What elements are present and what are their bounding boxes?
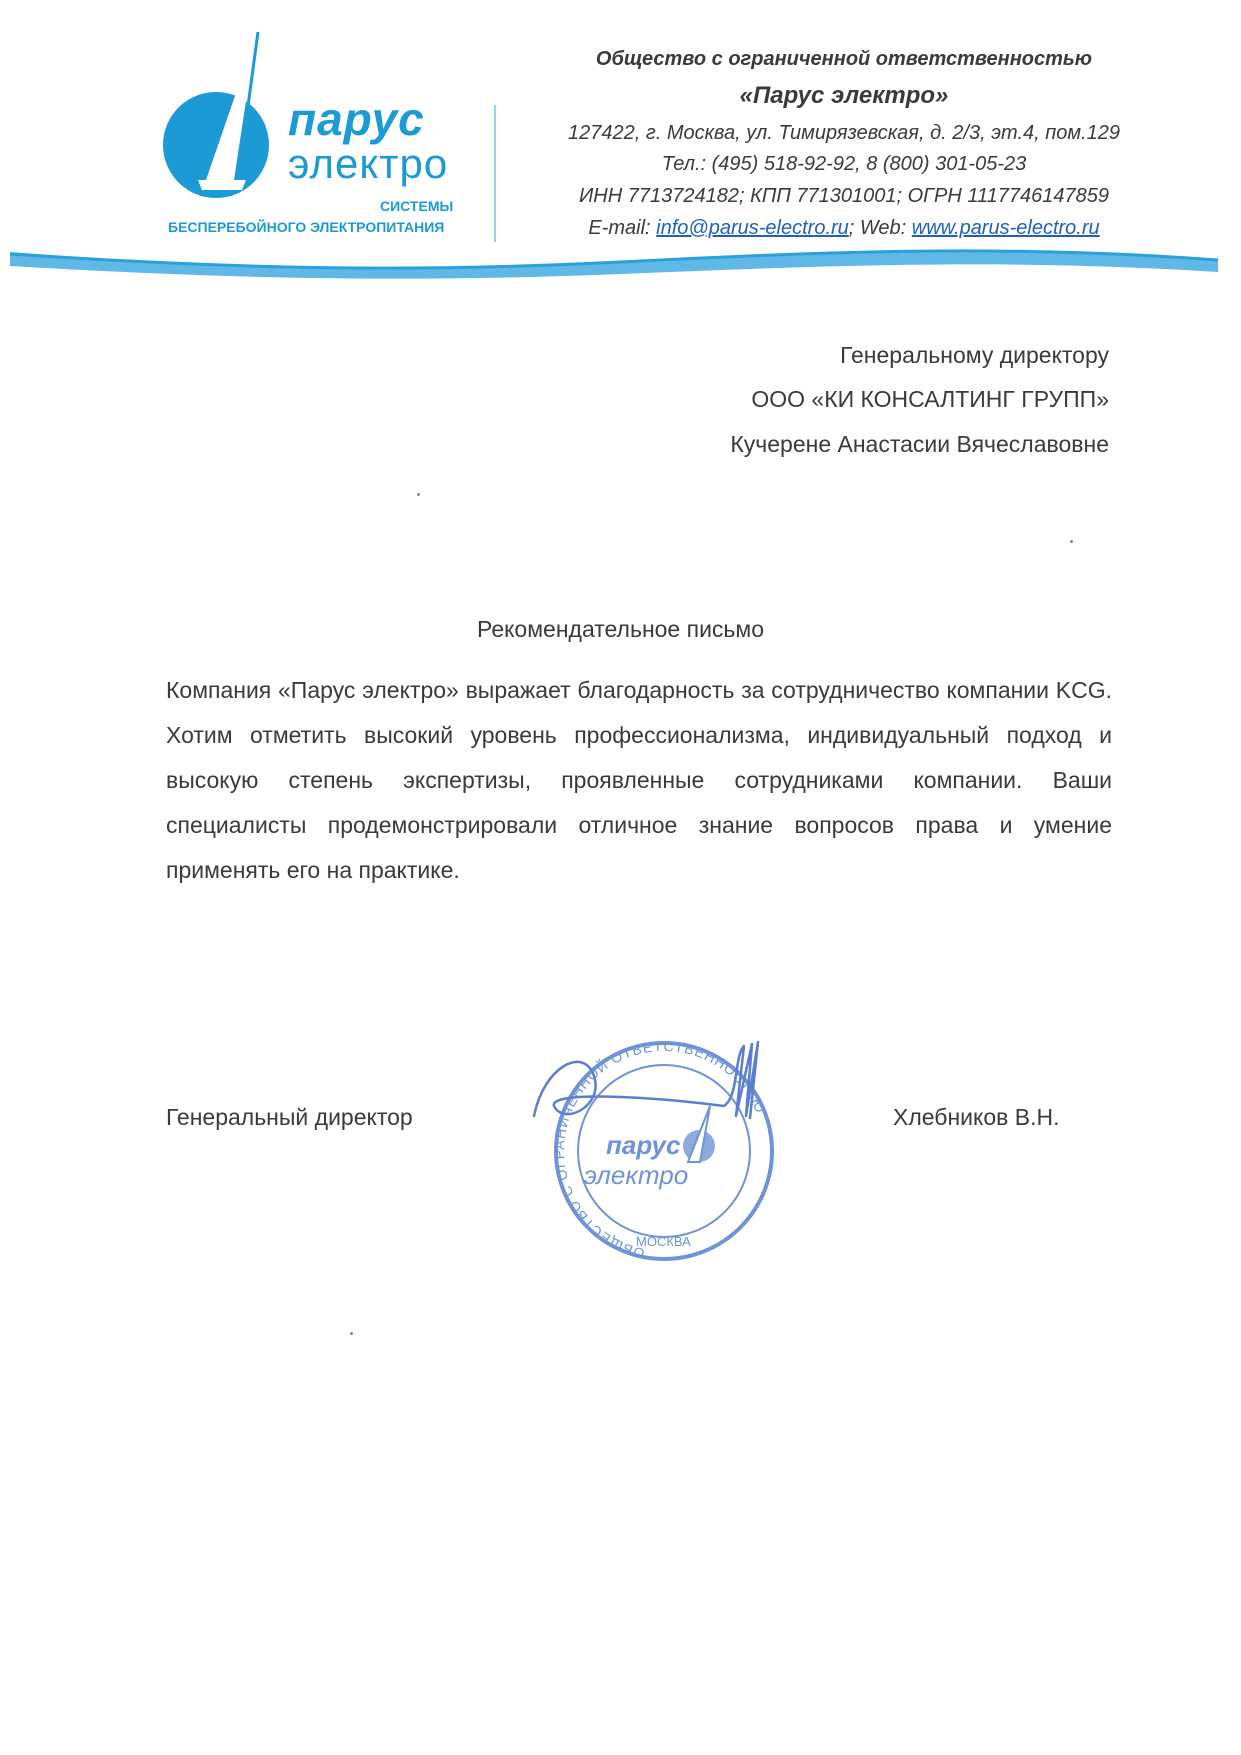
stamp-word-electro: электро (584, 1160, 689, 1190)
scan-speck (350, 1332, 353, 1335)
org-requisites: ИНН 7713724182; КПП 771301001; ОГРН 1117746147859 (578, 185, 1110, 207)
org-phones: Тел.: (495) 518-92-92, 8 (800) 301-05-23 (661, 153, 1027, 175)
logo-tagline-2: БЕСПЕРЕБОЙНОГО ЭЛЕКТРОПИТАНИЯ (168, 219, 445, 235)
sail-icon (160, 30, 280, 200)
org-contacts (534, 217, 1154, 240)
stamp-city: МОСКВА (636, 1234, 691, 1249)
org-address: 127422, г. Москва, ул. Тимирязевская, д. 2/3, эт.4, пом.129 (567, 122, 1121, 144)
header-divider (494, 105, 496, 242)
logo-word-electro: электро (288, 140, 449, 187)
scan-speck (417, 493, 420, 496)
web-link[interactable]: www.parus-electro.ru (911, 217, 1100, 239)
seal-icon (524, 1036, 814, 1296)
email-link[interactable]: info@parus-electro.ru (656, 217, 849, 239)
logo-tagline-1: СИСТЕМЫ (380, 198, 454, 214)
signer-role: Генеральный директор (166, 1104, 413, 1130)
letter-body: Компания «Парус электро» выражает благодарность за сотрудничество компании KCG. Хотим отметить высокий уровень профессионализма, индивидуальный подход и высокую степень экспертизы, проявленные сотрудниками компании. Ваши специалисты продемонстрировали отличное знание вопросов права и умение применять его на практике. (166, 677, 1112, 883)
stamp-ring-text: ОБЩЕСТВО С ОГРАНИЧЕННОЙ ОТВЕТСТВЕННОСТЬЮ (550, 1037, 770, 1263)
addressee-name: Кучерене Анастасии Вячеславовне (730, 431, 1109, 457)
email-prefix: E-mail: (588, 217, 657, 239)
stamp-word-parus: парус (606, 1130, 681, 1160)
header-wave (0, 240, 1241, 290)
scan-speck (1070, 540, 1073, 543)
letter-title: Рекомендательное письмо (476, 616, 765, 642)
org-name: «Парус электро» (739, 82, 949, 109)
web-prefix: ; Web: (848, 217, 912, 239)
logo-word-parus: парус (288, 93, 425, 145)
org-type: Общество с ограниченной ответственностью (595, 48, 1093, 70)
addressee-position: Генеральному директору (840, 342, 1109, 368)
signer-name: Хлебников В.Н. (893, 1104, 1060, 1130)
addressee-company: ООО «КИ КОНСАЛТИНГ ГРУПП» (751, 386, 1109, 412)
